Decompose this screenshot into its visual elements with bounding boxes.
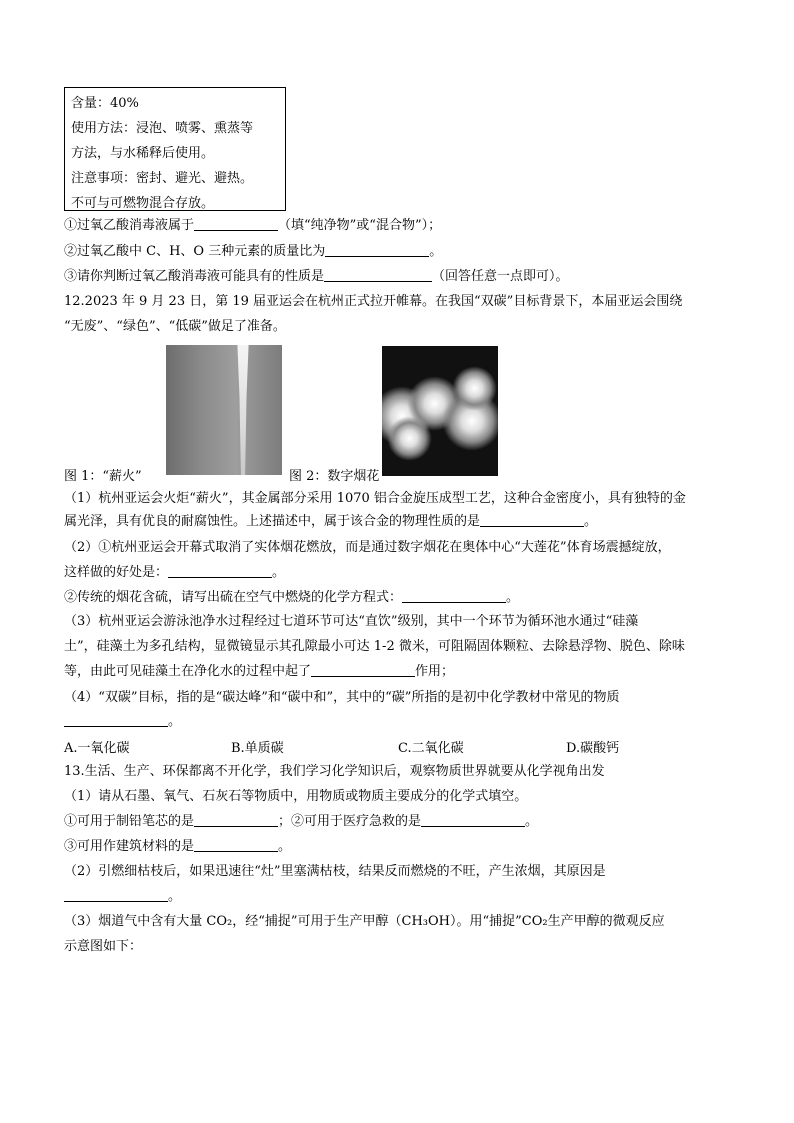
label-notice-1: 注意事项：密封、避光、避热。 [71,171,254,186]
q12-p2-line3: ②传统的烟花含硫，请写出硫在空气中燃烧的化学方程式： 。 [64,590,520,605]
q11-item3: ③请你判断过氧乙酸消毒液可能具有的性质是 （回答任意一点即可）。 [64,269,569,284]
fig1-caption: 图 1：“薪火” [64,469,142,484]
q11-item1: ①过氧乙酸消毒液属于 （填“纯净物”或“混合物”）； [64,218,442,233]
torch-photo [166,345,282,475]
q12-p2-line2: 这样做的好处是： 。 [64,565,286,580]
q13-p3-line1: （3）烟道气中含有大量 CO₂，经“捕捉”可用于生产甲醇（CH₃OH）。用“捕捉”CO₂生产甲醇的微观反应 [64,914,665,929]
q13-p2-line1: （2）引燃细枯枝后，如果迅速往“灶”里塞满枯枝，结果反而燃烧的不旺，产生浓烟，其原因是 [64,864,606,879]
answer-blank [194,216,278,231]
q12-p4-line1: （4）“双碳”目标，指的是“碳达峰”和“碳中和”，其中的“碳”所指的是初中化学教材中常见的物质 [64,690,620,705]
answer-blank [194,812,278,827]
answer-blank [194,837,278,852]
answer-blank [64,887,168,902]
answer-blank [311,662,415,677]
q12-p1-line1: （1）杭州亚运会火炬“薪火”，其金属部分采用 1070 铝合金旋压成型工艺，这种合金密度小，具有独特的金 [64,491,686,506]
option-c: C.二氧化碳 [398,741,464,756]
q13-p3-line2: 示意图如下： [64,939,143,954]
q12-p4-line2: 。 [64,712,181,732]
label-notice-2: 不可与可燃物混合存放。 [71,196,215,211]
q12-p3-line3: 等，由此可见硅藻土在净化水的过程中起了 作用； [64,664,455,679]
q13-intro: 13.生活、生产、环保都离不开化学，我们学习化学知识后，观察物质世界就要从化学视角出发 [64,764,605,779]
q13-p1-line1: （1）请从石墨、氧气、石灰石等物质中，用物质或物质主要成分的化学式填空。 [64,789,528,804]
option-b: B.单质碳 [231,741,284,756]
q12-intro-2: “无废”、“绿色”、“低碳”做足了准备。 [64,319,286,334]
answer-blank [64,712,168,727]
q12-p3-line2: 土”，硅藻土为多孔结构，显微镜显示其孔隙最小可达 1-2 微米，可阻隔固体颗粒、去除悬浮物、脱色、除味 [64,639,685,654]
q11-item2: ②过氧乙酸中 C、H、O 三种元素的质量比为 。 [64,244,443,259]
answer-blank [402,588,506,603]
q13-p1-line2: ①可用于制铅笔芯的是 ；②可用于医疗急救的是 。 [64,814,539,829]
answer-blank [421,812,525,827]
answer-blank [480,512,584,527]
label-content: 含量：40% [71,96,139,111]
q12-p1-line2: 属光泽，具有优良的耐腐蚀性。上述描述中，属于该合金的物理性质的是 。 [64,514,598,529]
answer-blank [324,267,432,282]
q13-p2-line2: 。 [64,887,181,907]
label-usage-1: 使用方法：浸泡、喷雾、熏蒸等 [71,121,254,136]
fireworks-photo [382,346,498,476]
q13-p1-line3: ③可用作建筑材料的是 。 [64,839,292,854]
q12-p3-line1: （3）杭州亚运会游泳池净水过程经过七道环节可达“直饮”级别，其中一个环节为循环池水通过“硅藻 [64,614,639,629]
label-usage-2: 方法，与水稀释后使用。 [71,146,215,161]
product-label-box [64,87,286,211]
q12-p2-line1: （2）①杭州亚运会开幕式取消了实体烟花燃放，而是通过数字烟花在奥体中心“大莲花”体育场震撼绽放， [64,540,671,555]
option-a: A.一氧化碳 [64,741,130,756]
option-d: D.碳酸钙 [566,741,620,756]
answer-blank [168,563,272,578]
q12-intro-1: 12.2023 年 9 月 23 日，第 19 届亚运会在杭州正式拉开帷幕。在我国“双碳”目标背景下，本届亚运会围绕 [64,294,683,309]
answer-blank [325,242,429,257]
fig2-caption: 图 2：数字烟花 [289,469,380,484]
